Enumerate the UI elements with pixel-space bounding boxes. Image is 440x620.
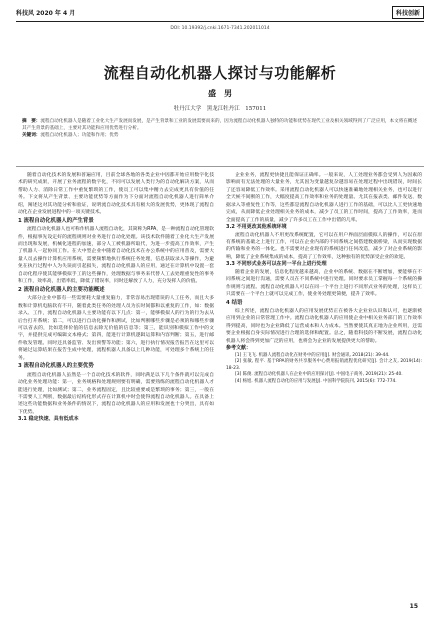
section-heading: 4 结语 [226,299,243,306]
keywords-text: 流程自动化机器人；功能和作用；优势 [40,133,119,139]
subsection-heading: 3.2 不用更改其他系统环境 [226,224,287,231]
paragraph: 流程自动化机器人不用更改系统配置，它可以在用户界面层面模拟人的操作，可以在原有系统的基础之上进行工作，可以在企业内部的不同系统之间搭建数据桥梁，从而实现数据的传输和业务的一体化。也不需要对企业现有的系统进行任何改造，减少了对企业系统的影响，降低了企业系统集成的成本，提高了工作效率，这种独有的优势深受企业的欢迎。 [226,232,422,260]
keywords-label: 关键词： [22,133,41,139]
running-header [16,6,424,20]
abstract-text: 流程自动化机器人是随着工业化大生产发展而发展，是产生背景和工业的发展需要而来的，因为流程自动化机器人独特的功能和优势在现代工业及相关领域得到了广泛应用，本文将在概述其产生背景的基础上，主要对其功能和应用优势进行分析。 [22,119,418,132]
paragraph: 综上所述，流程自动化机器人的应用发展优势正在被各大企业业认识和认可，也逐渐被应用到企业的日常管理工作中。流程自动化机器人的应用使企业中相关业务部门的工作效率得到提高，同时也为企业降低了运营成本和人力成本。当然要使其真正地为企业所用，还需要企业根据自身实际情况进行合理的选择和配置。总之，随着科技的不断发展，流程自动化机器人将会得到更加广泛的应用，也将会为企业的发展提供更大的帮助。 [226,309,422,344]
article-title: 流程自动化机器人探讨与功能解析 [103,64,337,82]
paragraph: 流程自动化机器人虽然是一个自动化技术的软件，同时满足以下几个条件就可以完成自动化业务处理功能：第一，业务规格和处理规则要有明确，需要熟练的流程自动化机器人才能进行处理，比如测试；第二，业务流程固定，且比较重要或是繁琐的事务；第三，一般在不需要人工判断，数据最后结构化形式存在计算机中时会使得流程自动化机器人。在具备上述这些功能数据和业务条件的情况下，流程自动化机器人的应用和发展也十分突出，具有如下优势。 [18,372,214,415]
abstract-divider [16,166,424,167]
header-rule [16,21,424,22]
paragraph: 大部分企业中都有一些需要耗大量重复脑力，非常容易出现错误的人工任务，而且大多数和计算机电脑软有不开，随着此类任务的处理人员为长时间都和以重复的工作，如：数据录入、工作，流程自动化机器人主要功能有以下几点：第一，能够模拟人的行为的行为去从后台打开系统；第二，可以进行自动化操作和测试，比如判断哪些步骤是必须的和哪些步骤可以省去的，比如选择价值的信息去除无价值的信息等；第三，能识别和模拟工作中的文字，并提供完成可编辑文本格式；第四，能进行计算机逻辑运算和内容判断；第五，进行邮件收发管理。同时还具备监管、发出预警等功能；第六，进行执行情况报告报告在这里可以将通过运算结果在报告生成中处理，流程机器人具备以上几种功能，可处理多个系统上的任务。 [18,296,214,361]
subsection-heading: 3.1 稳定快速、具有低成本 [18,416,79,423]
reference-item: [3] 陈俊. 流程自动化机器人在企业中的应用探讨[J]. 中国电子商务, 2019(21): 25-40. [235,372,403,378]
doi: DOI: 10.19392/j.cnki.1671-7341.202011014 [170,26,270,31]
journal-label: 科技风 2020 年 4 月 [16,10,76,17]
section-label: 科技创新 [392,6,424,19]
reference-item: [2] 张敏, 程平. 基于RPA的财务共享服务中心费用报销流程优化研究[J]. 会计之友, 2019(14): 18-23. [226,359,422,371]
reference-item: [4] 杨旭. 机器人流程自动化的应用与发展[J]. 中国科学院院刊, 2015(6): 772-774. [235,379,397,385]
page-number: 15 [409,603,418,610]
section-heading: 3 流程自动化机器人的主要优势 [18,363,94,370]
subsection-heading: 3.3 不同形式业务可以在同一平台上进行处理 [226,261,327,268]
paragraph: 随着自动化技术的发展和普遍应用，目前全球各地的各类企业中因都开始应用数字化技术的研究成果，开展了业务流程的数字化，不同可以发展人类行为的自动化解决方案，从而帮助人力、消除日常工作中重复繁琐的工作，使员工可以集中精力去完成更具有价值的任务。下文将从产生背景、主要功能优势等方面作为下分面对流程自动化机器人进行简单介绍，阐述这对其功能分析和验证，说明流自动化技术具有极大的发展优势，更体现了流程自动化在企业发展进程中的一项关键技术。 [18,173,214,216]
paragraph: 企业业务，流程更快捷且能保证正确率。一般来说，人工处理业务都会受到人为因素的影响而有无法处理的大量业务，尤其因为变量越复杂越容易在处理过程中出现错误，时间长了还容易降低工作效率。采用流程自动化机器人可以快速准确地处理相关业务，也可以进行全天候不间断的工作，大幅度提高工作效率和业务的处理量。尤其在报表类、邮件发送、数据录入等重复性工作等，这些都是流程自动化机器人进行工作的基础，可以比人工更快速地完成，从而降低企业处理相关业务的成本，减少了员工的工作时间，提高了工作效率，进而全面提高了工作的质量，减少了许多员工在工作中出错的几率。 [226,173,422,223]
author: 盛 男 [208,88,232,98]
affiliation: 牡丹江大学 黑龙江牡丹江 157011 [173,106,267,112]
left-column [18,172,214,424]
right-column [226,172,422,386]
keywords [22,132,418,139]
paragraph: 流程自动化机器人也可称作机器人流程自动化，其简称为RPA，是一种流程自动化管理软件，根据事先设定好的流程规则对业务进行自动化处理。该技术软件随着工业化大生产发展而出现和发展，机械化进程的加速，部分人工被机器所取代，为进一步提高工作效率，产生了机器人一起协同工作。在大中型企业中随着自动化技术在办公系统中的应用普及，需要大量人员去操作计算机应用系统，需要频繁地执行系统任务处理，信息获取录入等操作，为避免在执行过程中人为失误而引起损失，流程自动化机器人的应用，通过在计算机中设置一套自动化程序使其能够模拟手工的这些操作，处理数据与事务来代替人工去处理重复性的事务和工作，效率高，出错率低，降低了错误率，同时还解放了人力，充分发挥人的价值。 [18,227,214,285]
abstract-label: 摘 要： [22,119,41,124]
reference-item: [1] 王飞飞. 机器人流程自动化在财务中的应用[J]. 财会通讯, 2018(21): 39-44. [235,352,390,358]
abstract-block [22,118,418,140]
paragraph: 随着企业的发展，信息化程度越来越高，企业中的系统、数据在不断增加，要能够在不同系统之间进行沟通，需要人员在不同系统中进行处理。同时要求员工掌握每一个系统的操作规则与流程。流程自动化机器人可以在同一个平台上进行不同形式业务的处理，这样员工只需要在一个平台上就可以完成工作，使业务处理更简便，提升了效率。 [226,269,422,298]
section-heading: 1 流程自动化机器人的产生背景 [18,217,94,224]
references-heading: 参考文献： [226,345,252,352]
section-heading: 2 流程自动化机器人的主要功能概述 [18,286,105,293]
abstract [22,118,418,132]
